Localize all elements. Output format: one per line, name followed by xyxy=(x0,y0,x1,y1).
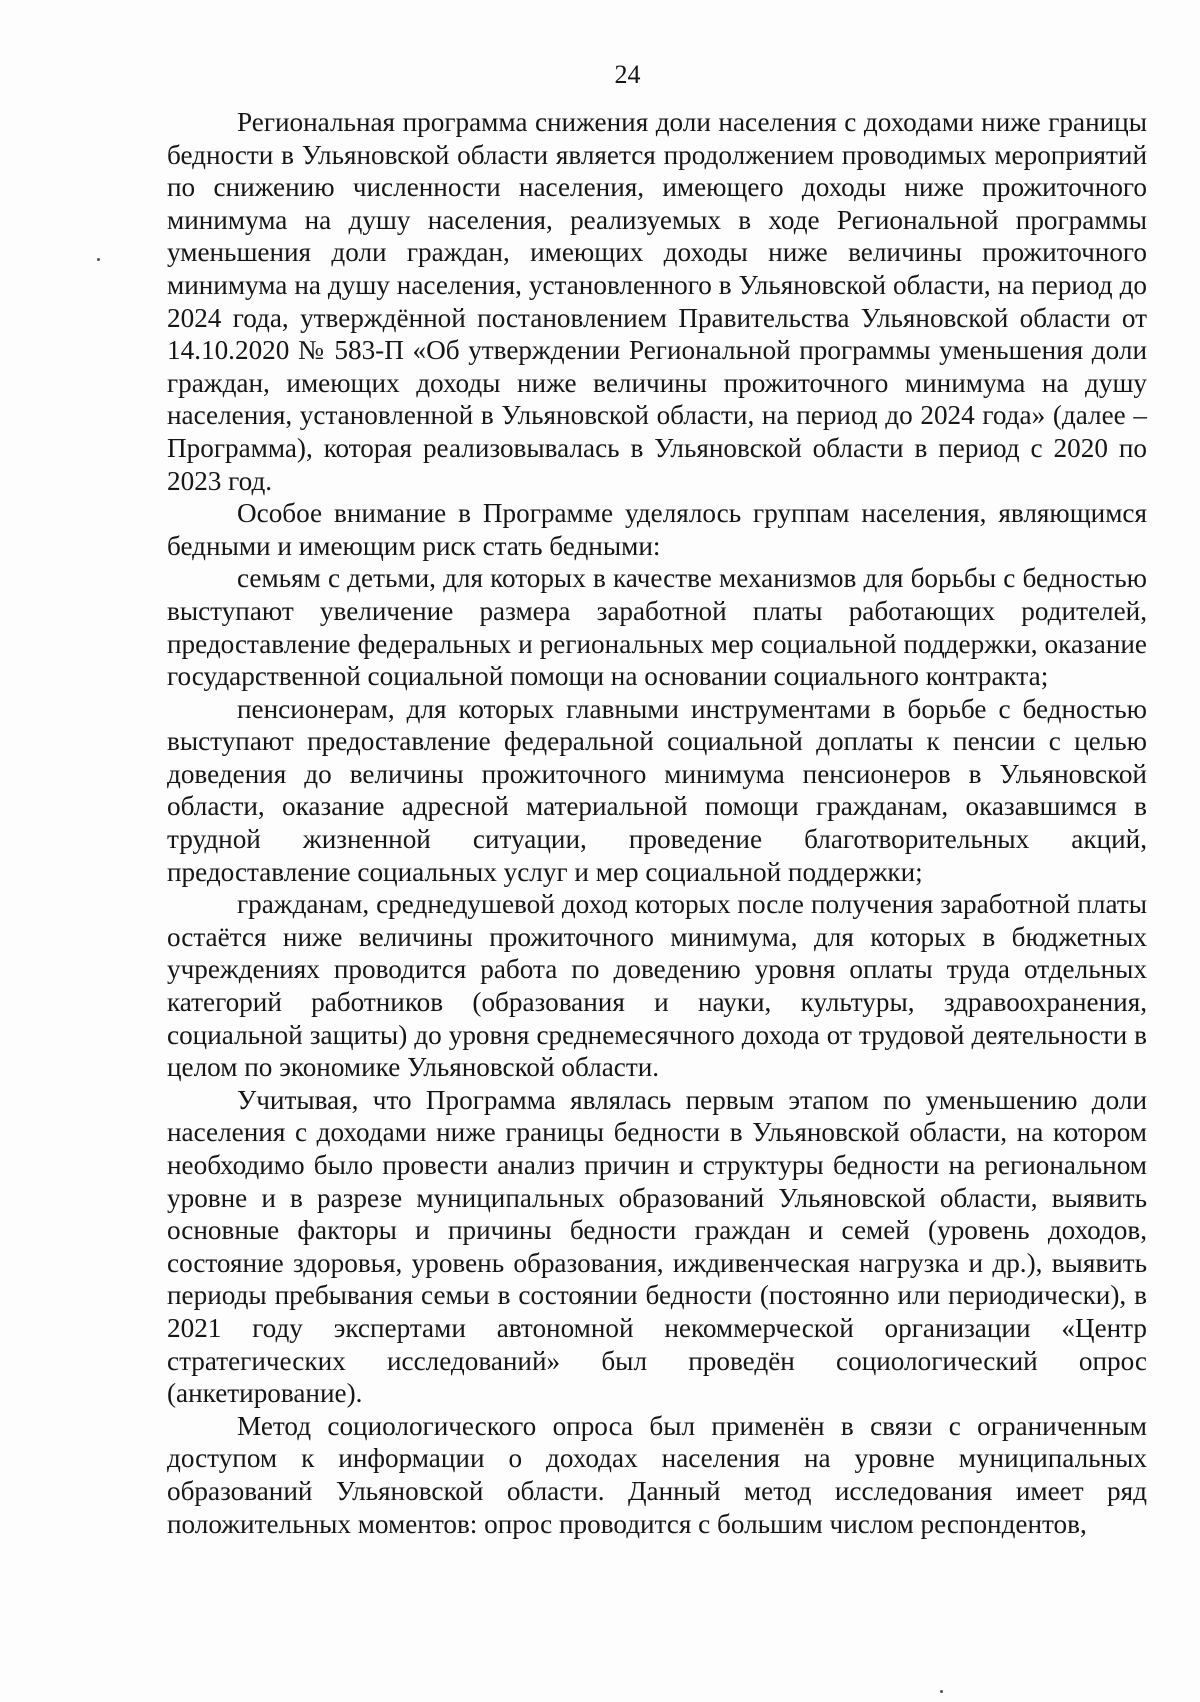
paragraph-low-income-workers: гражданам, среднедушевой доход которых после получения заработной платы остаётся ниже величины прожиточного минимума, для которых в бюджетных учреждениях проводится работа по доведению уровня оплаты труда отдельных категорий работников (образования и науки, культуры, здравоохранения, социальной защиты) до уровня среднемесячного дохода от трудовой деятельности в целом по экономике Ульяновской области. xyxy=(167,889,1147,1083)
paragraph-pensioners: пенсионерам, для которых главными инструментами в борьбе с бедностью выступают предоставление федеральной социальной доплаты к пенсии с целью доведения до величины прожиточного минимума пенсионеров в Ульяновской области, оказание адресной материальной помощи гражданам, оказавшимся в трудной жизненной ситуации, проведение благотворительных акций, предоставление социальных услуг и мер социальной поддержки; xyxy=(167,693,1147,887)
paragraph-survey-method: Метод социологического опроса был применён в связи с ограниченным доступом к информации о доходах населения на уровне муниципальных образований Ульяновской области. Данный метод исследования имеет ряд положительных моментов: опрос проводится с большим числом респондентов, xyxy=(167,1410,1147,1539)
paragraph-special-attention: Особое внимание в Программе уделялось группам населения, являющимся бедными и имеющим риск стать бедными: xyxy=(167,498,1147,561)
paragraph-first-stage-analysis: Учитывая, что Программа являлась первым этапом по уменьшению доли населения с доходами ниже границы бедности в Ульяновской области, на котором необходимо было провести анализ причин и структуры бедности на региональном уровне и в разрезе муниципальных образований Ульяновской области, выявить основные факторы и причины бедности граждан и семей (уровень доходов, состояние здоровья, уровень образования, иждивенческая нагрузка и др.), выявить периоды пребывания семьи в состоянии бедности (постоянно или периодически), в 2021 году экспертами автономной некоммерческой организации «Центр стратегических исследований» был проведён социологический опрос (анкетирование). xyxy=(167,1084,1147,1409)
document-body xyxy=(167,106,1147,1540)
paragraph-families-with-children: семьям с детьми, для которых в качестве механизмов для борьбы с бедностью выступают увеличение размера заработной платы работающих родителей, предоставление федеральных и региональных мер социальной поддержки, оказание государственной социальной помощи на основании социального контракта; xyxy=(167,563,1147,692)
scan-speck xyxy=(97,258,100,261)
scan-speck xyxy=(940,1690,943,1693)
paragraph-program-intro: Региональная программа снижения доли населения с доходами ниже границы бедности в Ульяновской области является продолжением проводимых мероприятий по снижению численности населения, имеющего доходы ниже прожиточного минимума на душу населения, реализуемых в ходе Региональной программы уменьшения доли граждан, имеющих доходы ниже величины прожиточного минимума на душу населения, установленного в Ульяновской области, на период до 2024 года, утверждённой постановлением Правительства Ульяновской области от 14.10.2020 № 583-П «Об утверждении Региональной программы уменьшения доли граждан, имеющих доходы ниже величины прожиточного минимума на душу населения, установленной в Ульяновской области, на период до 2024 года» (далее – Программа), которая реализовывалась в Ульяновской области в период с 2020 по 2023 год. xyxy=(167,107,1147,496)
page-number: 24 xyxy=(614,60,641,89)
